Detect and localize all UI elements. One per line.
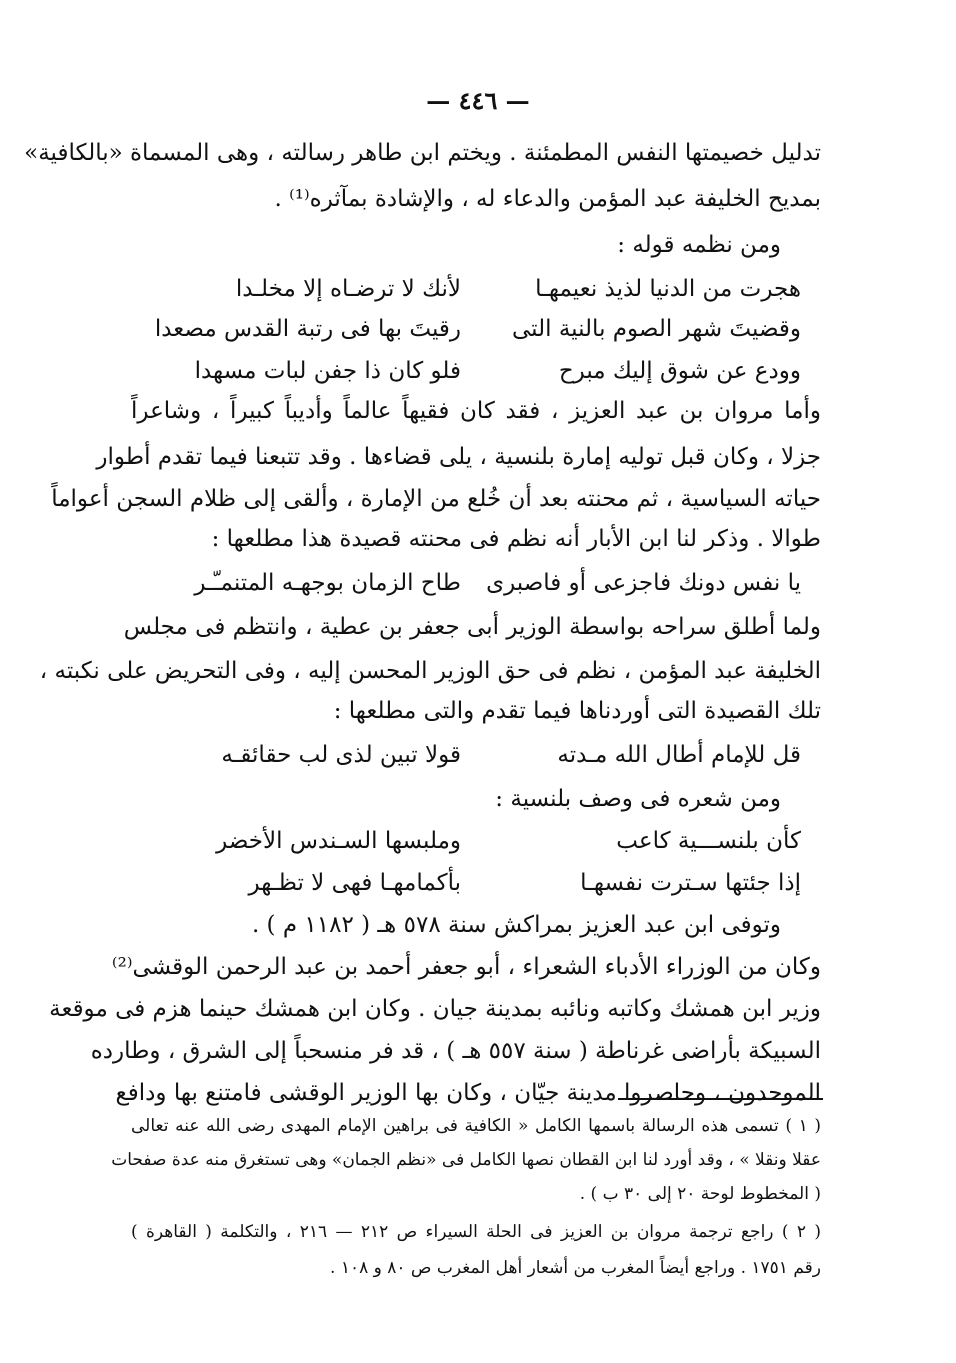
footnote-line: ( ١ ) تسمى هذه الرسالة باسمها الكامل « الكافية فى براهين الإمام المهدى رضى الله عنه تعالى <box>131 1116 821 1136</box>
verse-hemistich-first: وودع عن شوق إليك مبرح <box>558 358 801 384</box>
body-line: وزير ابن همشك وكاتبه ونائبه بمدينة جيان . وكان ابن همشك حينما هزم فى موقعة <box>49 996 821 1022</box>
verse-line <box>161 862 801 904</box>
footnote-line: ( المخطوط لوحة ٢٠ إلى ٣٠ ب ) . <box>579 1184 821 1204</box>
footnote-line: رقم ١٧٥١ . وراجع أيضاً المغرب من أشعار أهل المغرب ص ٨٠ و ١٠٨ . <box>330 1258 821 1278</box>
verse-hemistich-second: رقيتَ بها فى رتبة القدس مصعدا <box>154 316 461 342</box>
verse-hemistich-second: طاح الزمان بوجهـه المتنمـّـر <box>194 570 461 596</box>
body-line: وكان من الوزراء الأدباء الشعراء ، أبو جعفر أحمد بن عبد الرحمن الوقشى⁽²⁾ <box>111 954 821 980</box>
body-line: الموحدون ، وحاصروا مدينة جيّان ، وكان بها الوزير الوقشى فامتنع بها ودافع <box>115 1080 821 1106</box>
body-line: تدليل خصيمتها النفس المطمئنة . ويختم ابن طاهر رسالته ، وهى المسماة «بالكافية» <box>24 140 821 166</box>
body-line: وأما مروان بن عبد العزيز ، فقد كان فقيهاً عالماً وأديباً كبيراً ، وشاعراً <box>131 398 821 424</box>
verse-line <box>161 734 801 776</box>
verse-hemistich-first: وقضيتَ شهر الصوم بالنية التى <box>512 316 801 342</box>
body-line: ومن نظمه قوله : <box>617 232 781 258</box>
body-line: ومن شعره فى وصف بلنسية : <box>495 786 781 812</box>
verse-line <box>161 562 801 604</box>
verse-line <box>154 308 801 350</box>
verse-hemistich-second: قولا تبين لذى لب حقائقـه <box>221 742 461 768</box>
footnote-separator <box>618 1098 823 1100</box>
verse-hemistich-second: وملبسها السـندس الأخضر <box>216 828 461 854</box>
footnote-line: ( ٢ ) راجع ترجمة مروان بن العزيز فى الحلة السيراء ص ٢١٢ — ٢١٦ ، والتكلمة ( القاهرة ) <box>131 1222 821 1242</box>
verse-hemistich-second: بأكمامهـا فهى لا تظـهر <box>248 870 461 896</box>
body-line: السبيكة بأراضى غرناطة ( سنة ٥٥٧ هـ ) ، قد فر منسحباً إلى الشرق ، وطارده <box>90 1038 821 1064</box>
verse-hemistich-first: هجرت من الدنيا لذيذ نعيمهـا <box>535 276 801 302</box>
verse-hemistich-first: إذا جئتها سـترت نفسهـا <box>580 870 801 896</box>
body-line: ولما أطلق سراحه بواسطة الوزير أبى جعفر بن عطية ، وانتظم فى مجلس <box>123 614 821 640</box>
verse-line <box>161 350 801 392</box>
body-line: جزلا ، وكان قبل توليه إمارة بلنسية ، يلى قضاءها . وقد تتبعنا فيما تقدم أطوار <box>96 444 821 470</box>
verse-hemistich-first: قل للإمام أطال الله مـدته <box>557 742 801 768</box>
verse-hemistich-second: لأنك لا ترضـاه إلا مخلـدا <box>235 276 461 302</box>
footnote-line: عقلا ونقلا » ، وقد أورد لنا ابن القطان نصها الكامل فى «نظم الجمان» وهى تستغرق منه عدة صفحات <box>111 1150 821 1170</box>
verse-hemistich-first: يا نفس دونك فاجزعى أو فاصبرى <box>486 570 801 596</box>
page-number: — ٤٤٦ — <box>426 86 530 115</box>
body-line: بمديح الخليفة عبد المؤمن والدعاء له ، والإشادة بمآثره⁽¹⁾ . <box>274 186 821 212</box>
verse-hemistich-second: فلو كان ذا جفن لبات مسهدا <box>194 358 461 384</box>
body-line: الخليفة عبد المؤمن ، نظم فى حق الوزير المحسن إليه ، وفى التحريض على نكبته ، <box>39 658 821 684</box>
body-line: طوالا . وذكر لنا ابن الأبار أنه نظم فى محنته قصيدة هذا مطلعها : <box>211 526 821 552</box>
verse-line <box>161 268 801 310</box>
body-line: وتوفى ابن عبد العزيز بمراكش سنة ٥٧٨ هـ ( ١١٨٢ م ) . <box>251 912 781 938</box>
body-line: تلك القصيدة التى أوردناها فيما تقدم والتى مطلعها : <box>333 698 821 724</box>
verse-line <box>161 820 801 862</box>
verse-hemistich-first: كأن بلنســـية كاعب <box>616 828 801 854</box>
body-line: حياته السياسية ، ثم محنته بعد أن خُلع من الإمارة ، وألقى إلى ظلام السجن أعواماً <box>51 486 821 512</box>
